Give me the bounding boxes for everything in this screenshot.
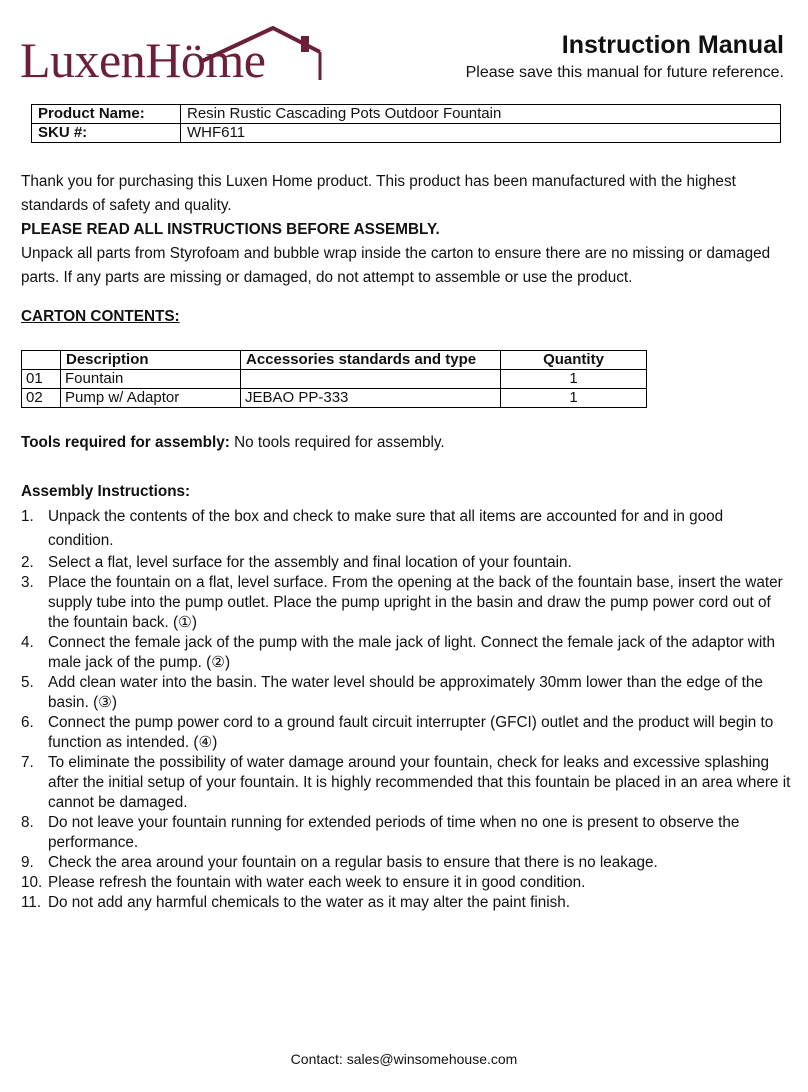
list-item	[21, 553, 791, 573]
column-header-description: Description	[61, 351, 241, 370]
step-text: Select a flat, level surface for the assembly and final location of your fountain.	[48, 554, 572, 571]
contact-footer: Contact: sales@winsomehouse.com	[290, 1051, 518, 1067]
assembly-steps-list	[21, 505, 791, 913]
column-header-accessories: Accessories standards and type	[241, 351, 501, 370]
carton-contents-table	[21, 350, 647, 408]
step-text: Add clean water into the basin. The water level should be approximately 30mm lower than the edge of the basin. (③)	[48, 674, 763, 711]
row-description: Fountain	[61, 370, 241, 389]
table-row	[22, 370, 647, 389]
step-text: Please refresh the fountain with water each week to ensure it in good condition.	[48, 874, 586, 891]
page-title: Instruction Manual	[561, 31, 784, 59]
step-number: 3.	[21, 574, 34, 591]
tools-label: Tools required for assembly:	[21, 434, 230, 451]
product-name-value: Resin Rustic Cascading Pots Outdoor Fountain	[181, 105, 781, 124]
step-text: Connect the female jack of the pump with the male jack of light. Connect the female jack of the adaptor with male jack of the pump. (②)	[48, 634, 775, 671]
intro-paragraph: Thank you for purchasing this Luxen Home product. This product has been manufactured with the highest standards of safety and quality.	[21, 173, 736, 214]
row-accessories	[241, 370, 501, 389]
step-number: 7.	[21, 754, 34, 771]
brand-logo	[20, 22, 350, 88]
table-row	[32, 105, 781, 124]
step-text: Do not add any harmful chemicals to the water as it may alter the paint finish.	[48, 894, 571, 911]
assembly-heading: Assembly Instructions:	[21, 483, 191, 500]
product-name-label: Product Name:	[32, 105, 181, 124]
product-info-table	[31, 104, 781, 143]
document-header	[466, 30, 784, 84]
list-item	[21, 713, 791, 753]
step-number: 11.	[21, 894, 42, 911]
row-number: 02	[22, 389, 61, 408]
list-item	[21, 633, 791, 673]
intro-section	[21, 170, 791, 290]
list-item	[21, 873, 791, 893]
row-description: Pump w/ Adaptor	[61, 389, 241, 408]
unpack-paragraph: Unpack all parts from Styrofoam and bubble wrap inside the carton to ensure there are no missing or damaged parts. If any parts are missing or damaged, do not attempt to assemble or use the product.	[21, 245, 771, 286]
step-text: Place the fountain on a flat, level surface. From the opening at the back of the fountain base, insert the water supply tube into the pump outlet. Place the pump upright in the basin and draw the pump power cord out of the fountain back. (①)	[48, 574, 783, 631]
carton-contents-heading: CARTON CONTENTS:	[21, 308, 180, 325]
column-header-quantity: Quantity	[501, 351, 647, 370]
step-number: 9.	[21, 854, 34, 871]
row-accessories: JEBAO PP-333	[241, 389, 501, 408]
step-text: To eliminate the possibility of water damage around your fountain, check for leaks and excessive splashing after the initial setup of your fountain. It is highly recommended that this fountain be placed in an area where it cannot be damaged.	[48, 754, 791, 811]
step-text: Check the area around your fountain on a regular basis to ensure that there is no leakage.	[48, 854, 658, 871]
logo-wordmark: LuxenHöme	[20, 32, 266, 88]
read-instructions-warning: PLEASE READ ALL INSTRUCTIONS BEFORE ASSEMBLY.	[21, 221, 440, 238]
tools-required	[21, 434, 445, 452]
table-header-row	[22, 351, 647, 370]
sku-value: WHF611	[181, 124, 781, 143]
step-number: 4.	[21, 634, 34, 651]
column-header-number	[22, 351, 61, 370]
row-quantity: 1	[501, 389, 647, 408]
step-number: 6.	[21, 714, 34, 731]
step-text: Unpack the contents of the box and check to make sure that all items are accounted for and in good condition.	[48, 508, 724, 549]
step-number: 5.	[21, 674, 34, 691]
step-number: 10.	[21, 874, 43, 891]
list-item	[21, 893, 791, 913]
list-item	[21, 573, 791, 633]
list-item	[21, 753, 791, 813]
sku-label: SKU #:	[32, 124, 181, 143]
list-item	[21, 813, 791, 853]
step-number: 8.	[21, 814, 34, 831]
list-item	[21, 853, 791, 873]
page-subtitle: Please save this manual for future reference.	[465, 64, 784, 81]
row-number: 01	[22, 370, 61, 389]
step-number: 1.	[21, 508, 34, 525]
step-text: Do not leave your fountain running for extended periods of time when no one is present to observe the performance.	[48, 814, 740, 851]
table-row	[22, 389, 647, 408]
list-item	[21, 505, 791, 553]
list-item	[21, 673, 791, 713]
row-quantity: 1	[501, 370, 647, 389]
step-number: 2.	[21, 554, 34, 571]
step-text: Connect the pump power cord to a ground fault circuit interrupter (GFCI) outlet and the product will begin to function as intended. (④)	[48, 714, 774, 751]
tools-value: No tools required for assembly.	[229, 434, 445, 451]
table-row	[32, 124, 781, 143]
